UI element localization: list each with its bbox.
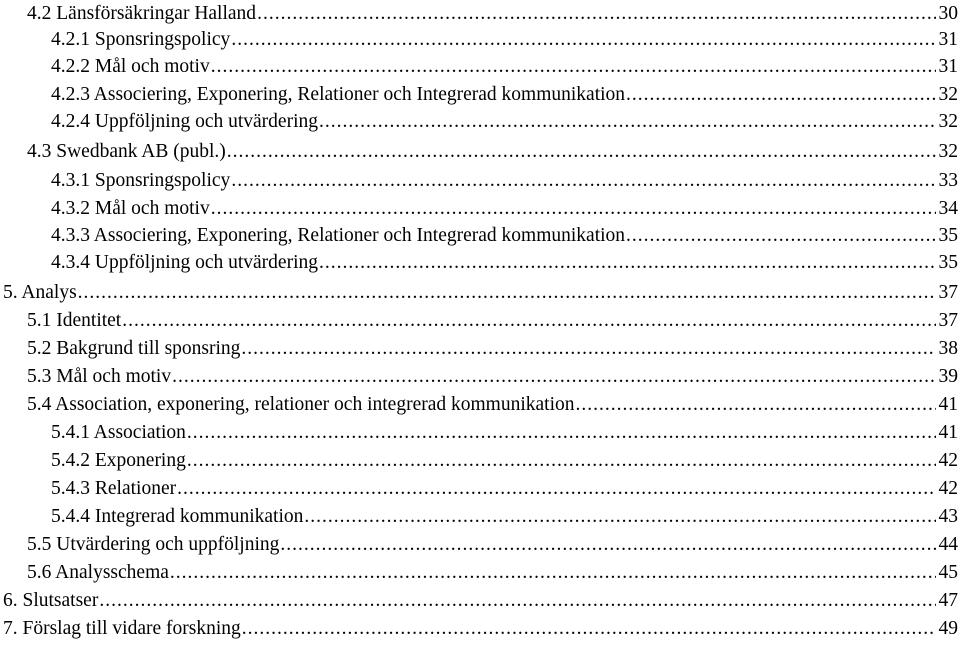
toc-entry-page: 47 [938, 590, 958, 611]
dot-leader [211, 53, 936, 81]
dot-leader [626, 81, 935, 109]
toc-entry[interactable] [51, 447, 960, 475]
toc-entry-page: 34 [938, 198, 958, 219]
toc-entry[interactable] [27, 335, 960, 363]
toc-entry-title: 4.3.1 Sponsringspolicy [51, 170, 231, 191]
toc-entry-page: 41 [938, 394, 958, 415]
dot-leader [241, 335, 935, 363]
toc-entry-page: 32 [938, 111, 958, 132]
toc-entry-page: 30 [938, 3, 958, 24]
toc-entry-title: 4.3.4 Uppföljning och utvärdering [51, 252, 318, 273]
dot-leader [99, 587, 935, 615]
toc-entry-title: 4.2.2 Mål och motiv [51, 56, 210, 77]
toc-entry-page: 32 [938, 84, 958, 105]
toc-entry-title: 5.5 Utvärdering och uppföljning [27, 534, 280, 555]
toc-entry[interactable] [51, 249, 960, 277]
dot-leader [319, 108, 936, 136]
toc-entry-title: 5.4.1 Association [51, 422, 186, 443]
toc-entry-page: 42 [938, 478, 958, 499]
toc-entry[interactable] [51, 419, 960, 447]
dot-leader [177, 475, 935, 503]
dot-leader [211, 195, 936, 223]
toc-entry-title: 5.6 Analysschema [27, 562, 169, 583]
toc-entry[interactable] [27, 531, 960, 559]
toc-entry-title: 4.2 Länsförsäkringar Halland [27, 3, 257, 24]
dot-leader [187, 447, 936, 475]
toc-entry-title: 4.3 Swedbank AB (publ.) [27, 141, 226, 162]
dot-leader [280, 531, 935, 559]
toc-entry[interactable] [27, 0, 960, 28]
toc-entry-title: 5.4.4 Integrerad kommunikation [51, 506, 304, 527]
toc-entry-page: 38 [938, 338, 958, 359]
toc-entry[interactable] [51, 195, 960, 223]
dot-leader [170, 559, 936, 587]
toc-entry-title: 5.3 Mål och motiv [27, 366, 172, 387]
toc-entry-page: 49 [938, 618, 958, 639]
toc-entry[interactable] [27, 559, 960, 587]
toc-entry-page: 32 [938, 141, 958, 162]
dot-leader [242, 615, 936, 643]
toc-entry[interactable] [51, 53, 960, 81]
dot-leader [227, 138, 936, 166]
toc-entry[interactable] [51, 503, 960, 531]
toc-entry-page: 44 [938, 534, 958, 555]
toc-entry-title: 5.4 Association, exponering, relationer och integrerad kommunikation [27, 394, 575, 415]
toc-entry[interactable] [3, 279, 960, 307]
dot-leader [304, 503, 935, 531]
toc-entry[interactable] [27, 363, 960, 391]
toc-entry[interactable] [51, 475, 960, 503]
toc-entry-title: 5. Analys [3, 282, 77, 303]
toc-entry-page: 45 [938, 562, 958, 583]
toc-entry-page: 33 [938, 170, 958, 191]
toc-entry[interactable] [27, 138, 960, 166]
toc-entry-page: 31 [938, 29, 958, 50]
dot-leader [122, 307, 935, 335]
toc-entry-title: 4.2.1 Sponsringspolicy [51, 29, 231, 50]
toc-entry-title: 5.4.3 Relationer [51, 478, 177, 499]
toc-entry[interactable] [51, 167, 960, 195]
toc-entry-title: 4.2.3 Associering, Exponering, Relationer och Integrerad kommunikation [51, 84, 626, 105]
toc-entry[interactable] [3, 587, 960, 615]
toc-entry-page: 37 [938, 310, 958, 331]
toc-entry-title: 5.4.2 Exponering [51, 450, 186, 471]
toc-entry-title: 7. Förslag till vidare forskning [3, 618, 241, 639]
dot-leader [319, 249, 936, 277]
toc-entry-page: 41 [938, 422, 958, 443]
dot-leader [257, 0, 935, 28]
toc-entry[interactable] [51, 108, 960, 136]
toc-entry[interactable] [27, 391, 960, 419]
dot-leader [231, 167, 935, 195]
dot-leader [78, 279, 936, 307]
toc-entry-title: 5.1 Identitet [27, 310, 122, 331]
toc-entry-page: 31 [938, 56, 958, 77]
toc-entry-title: 6. Slutsatser [3, 590, 99, 611]
toc-entry[interactable] [51, 26, 960, 54]
dot-leader [187, 419, 936, 447]
toc-entry-page: 39 [938, 366, 958, 387]
dot-leader [172, 363, 935, 391]
toc-entry-title: 4.3.3 Associering, Exponering, Relationer och Integrerad kommunikation [51, 225, 626, 246]
dot-leader [231, 26, 935, 54]
toc-entry[interactable] [27, 307, 960, 335]
toc-entry-page: 37 [938, 282, 958, 303]
toc-entry[interactable] [51, 222, 960, 250]
toc-entry[interactable] [51, 81, 960, 109]
toc-entry-title: 4.3.2 Mål och motiv [51, 198, 210, 219]
toc-entry-title: 4.2.4 Uppföljning och utvärdering [51, 111, 318, 132]
dot-leader [626, 222, 935, 250]
toc-entry-page: 35 [938, 225, 958, 246]
toc-entry[interactable] [3, 615, 960, 643]
toc-entry-page: 43 [938, 506, 958, 527]
toc-entry-page: 42 [938, 450, 958, 471]
toc-entry-title: 5.2 Bakgrund till sponsring [27, 338, 241, 359]
dot-leader [576, 391, 936, 419]
toc-entry-page: 35 [938, 252, 958, 273]
